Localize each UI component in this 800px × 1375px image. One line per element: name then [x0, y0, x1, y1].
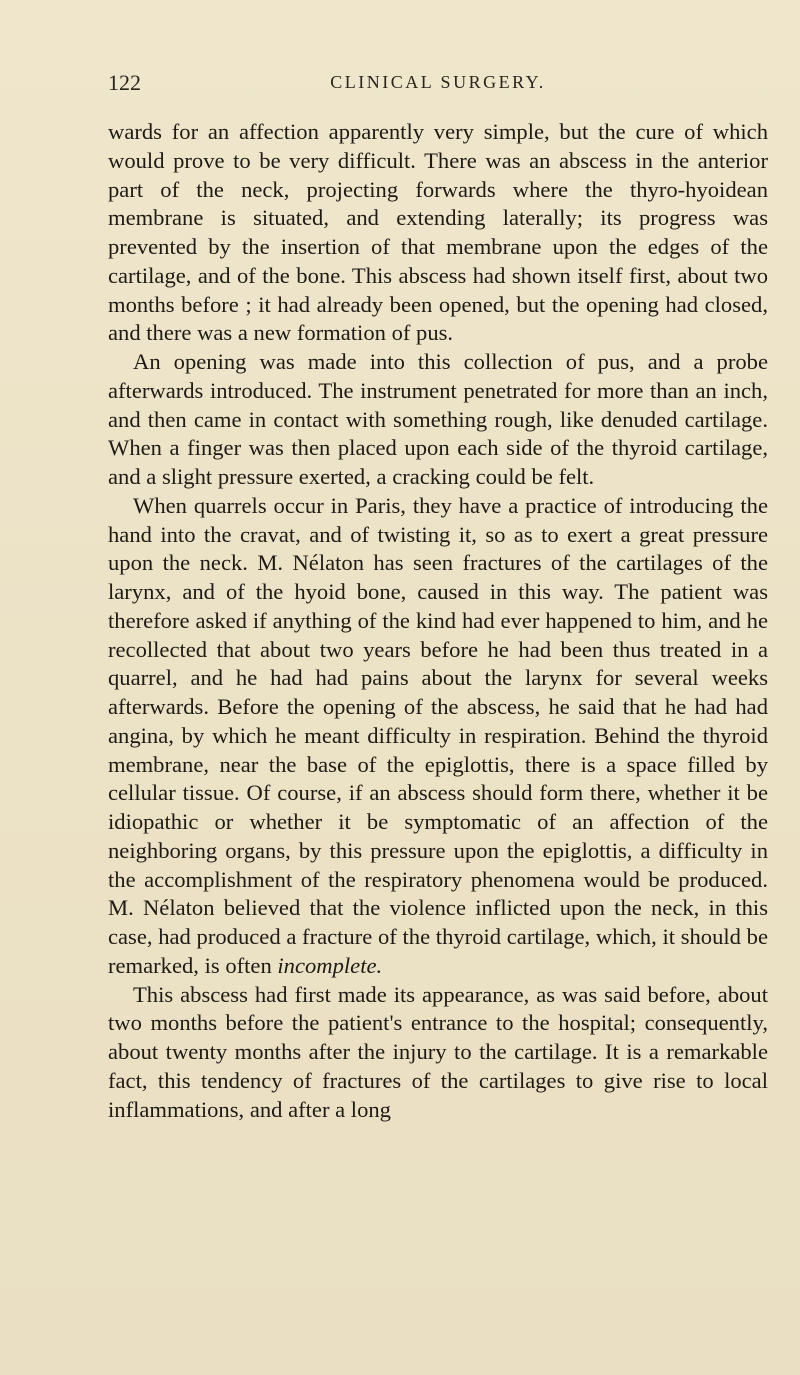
paragraph-probe: An opening was made into this collection of pus, and a probe afterwards introduced. The instrument penetrated for more than an inch, and then came in contact with something rough, like denuded cartilage. When a finger was then placed upon each side of the thyroid cartilage, and a slight pressure exerted, a cracking could be felt.	[108, 349, 768, 489]
paragraph-continued: wards for an affection apparently very simple, but the cure of which would prove to be very difficult. There was an abscess in the anterior part of the neck, projecting forwards where the thyro-hyoidean membrane is situated, and extending laterally; its progress was prevented by the insertion of that membrane upon the edges of the cartilage, and of the bone. This abscess had shown itself first, about two months before ; it had already been opened, but the opening had closed, and there was a new formation of pus.	[108, 119, 768, 346]
paragraph-abscess: This abscess had first made its appearance, as was said before, about two months before the patient's entrance to the hospital; consequently, about twenty months after the injury to the cartilage. It is a remarkable fact, this tendency of fractures of the cartilages to give rise to local inflammations, and after a long	[108, 981, 768, 1122]
page-number: 122	[108, 70, 141, 95]
italic-word: incomplete.	[277, 952, 383, 978]
paragraph-quarrels-text: When quarrels occur in Paris, they have a practice of introducing the hand into the cravat, and of twisting it, so as to exert a great pressure upon the neck. M. Nélaton has seen fractures of the cartilages of the larynx, and of the hyoid bone, caused in this way. The patient was therefore asked if anything of the kind had ever happened to him, and he recollected that about two years before he had been thus treated in a quarrel, and he had had pains about the larynx for several weeks afterwards. Before the opening of the abscess, he said that he had had angina, by which he meant difficulty in respiration. Behind the thyroid membrane, near the base of the epiglottis, there is a space filled by cellular tissue. Of course, if an abscess should form there, whether it be idiopathic or whether it be symptomatic of an affection of the neighboring organs, by this pressure upon the epiglottis, a difficulty in the accomplishment of the respiratory phenomena would be produced. M. Nélaton believed that the violence inflicted upon the neck, in this case, had produced a fracture of the thyroid cartilage, which, it should be remarked, is often	[108, 492, 768, 978]
running-title: CLINICAL SURGERY.	[330, 72, 546, 92]
running-head	[108, 70, 768, 100]
body-text	[108, 118, 768, 1124]
paragraph-quarrels	[108, 492, 768, 981]
